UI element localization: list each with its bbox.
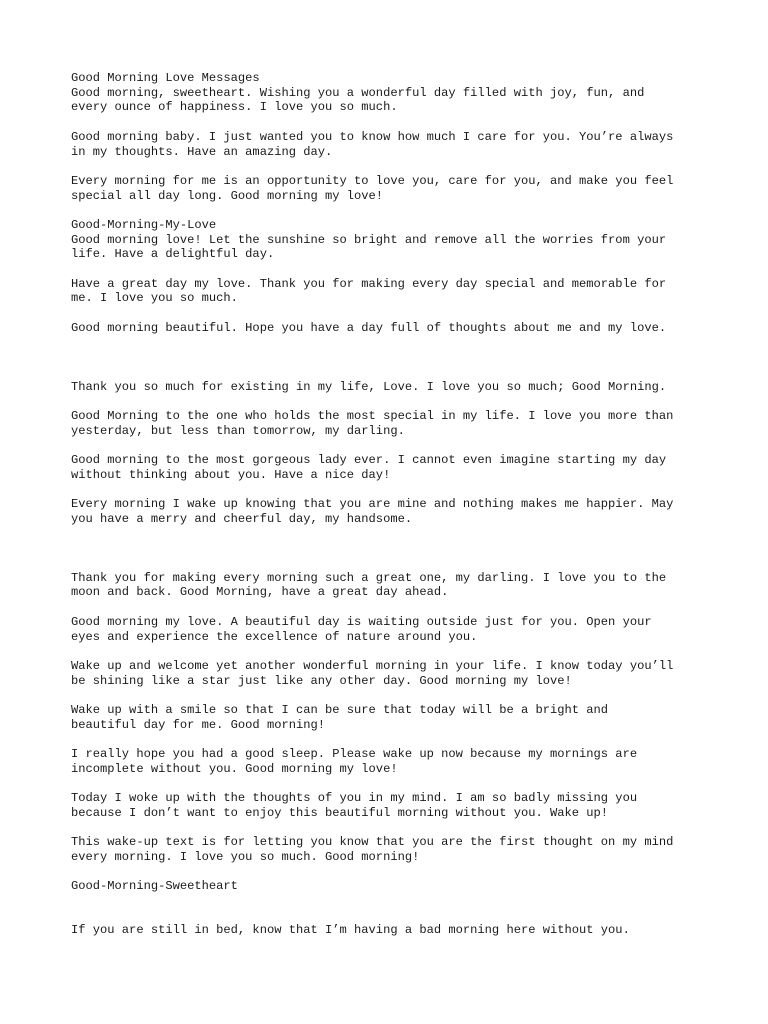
paragraph: Thank you for making every morning such a great one, my darling. I love you to the moon and back. Good Morning, have a great day ahead. [71, 570, 667, 600]
paragraph: Good morning baby. I just wanted you to know how much I care for you. You’re always in my thoughts. Have an amazing day. [71, 129, 674, 159]
paragraph: Today I woke up with the thoughts of you in my mind. I am so badly missing you because I don’t want to enjoy this beautiful morning without you. Wake up! [71, 791, 638, 820]
paragraph: Every morning I wake up knowing that you are mine and nothing makes me happier. May you have a merry and cheerful day, my handsome. [71, 497, 674, 526]
section-heading: Good-Morning-My-Love [71, 217, 217, 232]
section-heading: Good Morning Love Messages [71, 71, 260, 85]
spacer [71, 909, 711, 924]
paragraph: Good morning beautiful. Hope you have a day full of thoughts about me and my love. [71, 320, 667, 335]
document-page [71, 71, 711, 953]
spacer [71, 350, 711, 379]
paragraph: Every morning for me is an opportunity to love you, care for you, and make you feel special all day long. Good morning my love! [71, 173, 674, 203]
paragraph: This wake-up text is for letting you know that you are the first thought on my mind every morning. I love you so much. Good morning! [71, 835, 674, 864]
paragraph: Good morning to the most gorgeous lady ever. I cannot even imagine starting my day without thinking about you. Have a nice day! [71, 453, 667, 482]
paragraph: I really hope you had a good sleep. Please wake up now because my mornings are incomplete without you. Good morning my love! [71, 747, 638, 776]
section-heading: Good-Morning-Sweetheart [71, 879, 238, 894]
paragraph: Good morning my love. A beautiful day is waiting outside just for you. Open your eyes and experience the excellence of nature around you. [71, 614, 652, 644]
paragraph: Good morning, sweetheart. Wishing you a wonderful day filled with joy, fun, and every ounce of happiness. I love you so much. [71, 85, 645, 115]
paragraph: If you are still in bed, know that I’m having a bad morning here without you. [71, 923, 630, 938]
paragraph: Thank you so much for existing in my life, Love. I love you so much; Good Morning. [71, 379, 667, 394]
paragraph: Wake up with a smile so that I can be sure that today will be a bright and beautiful day for me. Good morning! [71, 703, 609, 732]
paragraph: Wake up and welcome yet another wonderful morning in your life. I know today you’ll be shining like a star just like any other day. Good morning my love! [71, 658, 674, 688]
paragraph: Good Morning to the one who holds the most special in my life. I love you more than yesterday, but less than tomorrow, my darling. [71, 409, 674, 438]
spacer [71, 541, 711, 570]
paragraph: Good morning love! Let the sunshine so bright and remove all the worries from your life. Have a delightful day. [71, 232, 667, 262]
paragraph: Have a great day my love. Thank you for making every day special and memorable for me. I love you so much. [71, 276, 667, 306]
